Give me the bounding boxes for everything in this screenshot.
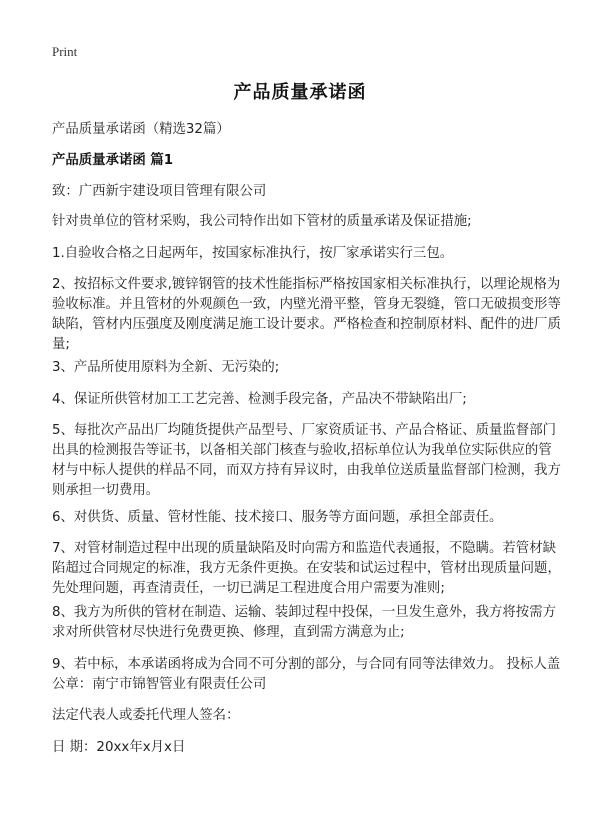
recipient-line: 致：广西新宇建设项目管理有限公司 <box>52 184 267 199</box>
commitment-item-5: 5、每批次产品出厂均随货提供产品型号、厂家资质证书、产品合格证、质量监督部门出具的检测报告等证书，以备相关部门核查与验收,招标单位认为我单位实际供应的管材与中标人提供的样品不同，而双方持有异议时，由我单位送质量监督部门检测，我方则承担一切费用。 <box>52 423 561 498</box>
commitment-item-9: 9、若中标，本承诺函将成为合同不可分割的部分，与合同有同等法律效力。 投标人盖公章：南宁市锦智管业有限责任公司 <box>52 657 561 692</box>
section-heading: 产品质量承诺函 篇1 <box>52 153 174 168</box>
commitment-item-2: 2、按招标文件要求,镀锌钢管的技术性能指标严格按国家相关标准执行，以理论规格为验收标准。并且管材的外观颜色一致，内壁光滑平整，管身无裂缝，管口无破损变形等缺陷，管材内压强度及刚度满足施工设计要求。严格检查和控制原材料、配件的进厂质量; <box>52 277 561 352</box>
document-title: 产品质量承诺函 <box>233 82 367 103</box>
commitment-item-1: 1.自验收合格之日起两年，按国家标准执行，按厂家承诺实行三包。 <box>52 246 454 261</box>
commitment-item-4: 4、保证所供管材加工工艺完善、检测手段完备，产品决不带缺陷出厂; <box>52 392 467 407</box>
commitment-item-7: 7、对管材制造过程中出现的质量缺陷及时向需方和监造代表通报，不隐瞒。若管材缺陷超过合同规定的标准，我方无条件更换。在安装和试运过程中，管材出现质量问题，先处理问题，再查清责任，一切已满足工程进度合用户需要为准则; <box>52 541 561 596</box>
intro-paragraph: 针对贵单位的管材采购，我公司特作出如下管材的质量承诺及保证措施; <box>52 214 472 229</box>
representative-signature-line: 法定代表人或委托代理人签名： <box>52 708 240 723</box>
print-link[interactable]: Print <box>52 44 78 59</box>
commitment-item-3: 3、产品所使用原料为全新、无污染的; <box>52 360 280 375</box>
date-line: 日 期：20xx年x月x日 <box>52 740 186 755</box>
document-subtitle: 产品质量承诺函（精选32篇） <box>52 122 230 137</box>
commitment-item-8: 8、我方为所供的管材在制造、运输、装卸过程中投保，一旦发生意外，我方将按需方求对所供管材尽快进行免费更换、修理，直到需方满意为止; <box>52 605 556 640</box>
commitment-item-6: 6、对供货、质量、管材性能、技术接口、服务等方面问题，承担全部责任。 <box>52 510 503 525</box>
